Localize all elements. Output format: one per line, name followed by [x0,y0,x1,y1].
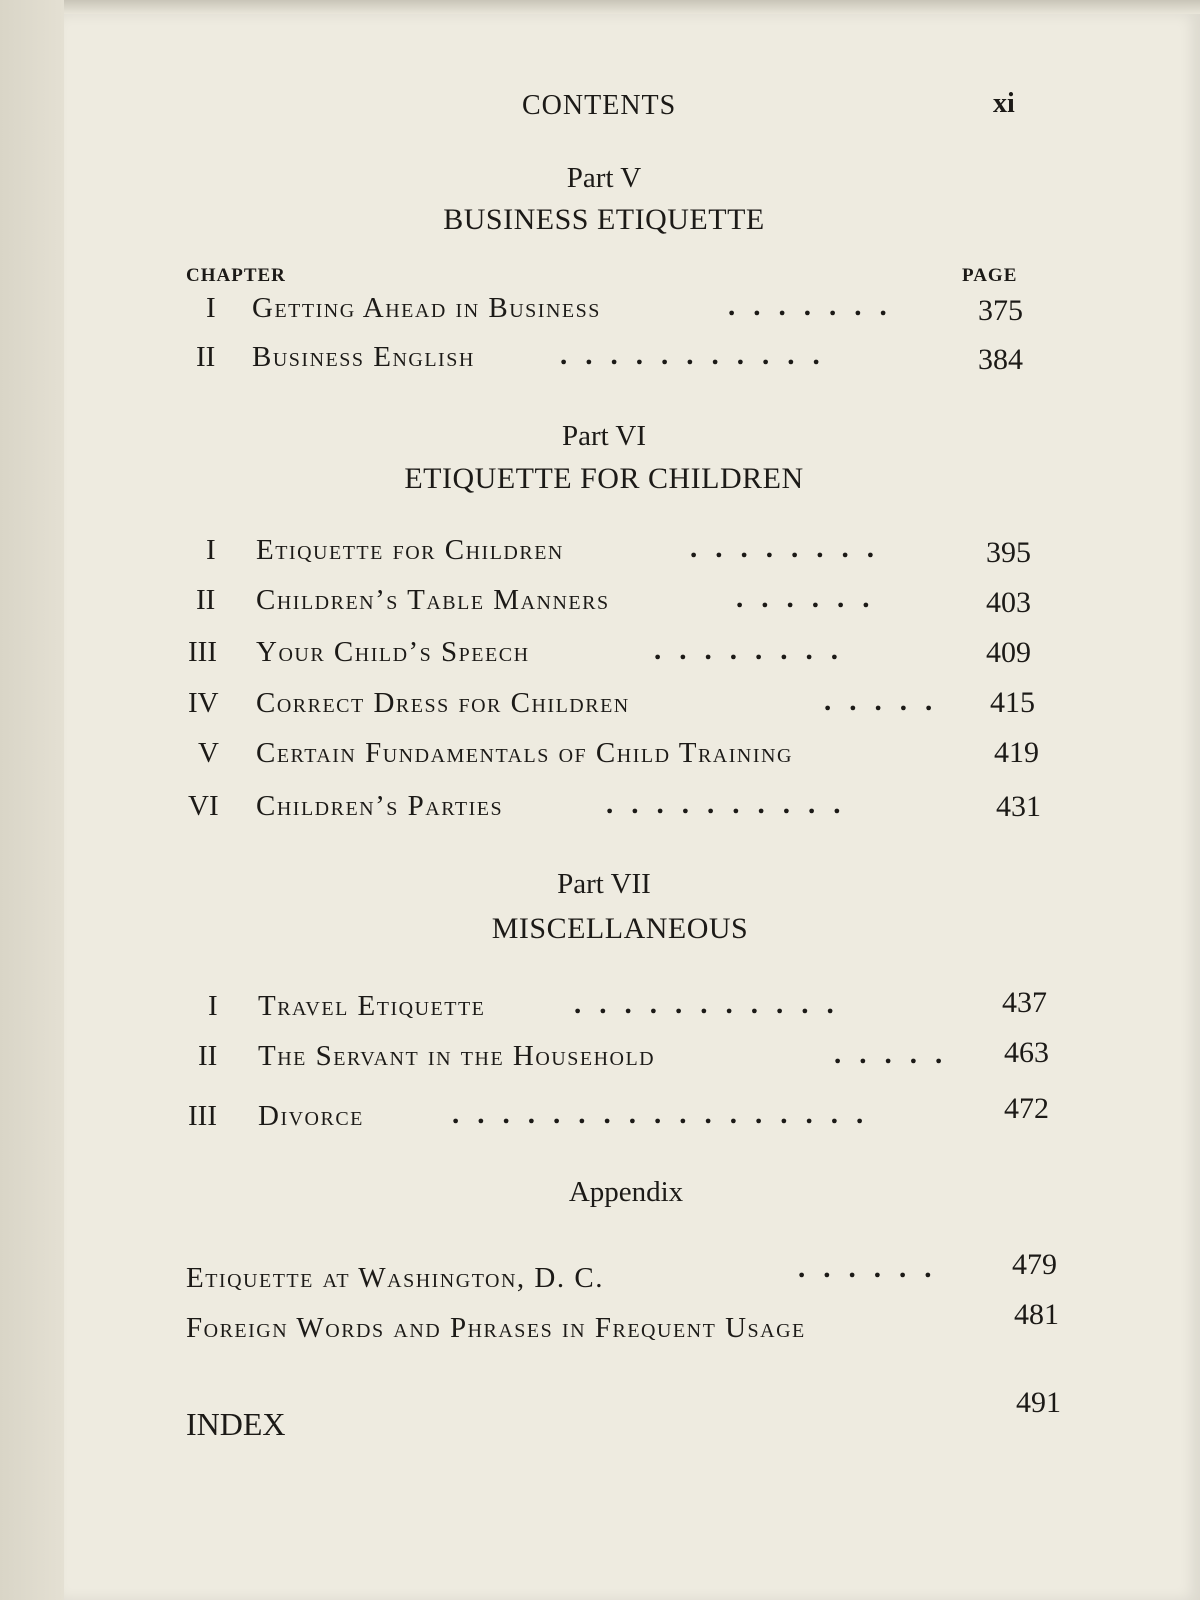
chapter-numeral: II [198,1040,218,1072]
chapter-numeral: I [206,292,216,324]
chapter-numeral: II [196,341,216,373]
chapter-numeral: I [206,534,216,566]
chapter-title: Business English [252,341,475,373]
part-v-label: Part V [566,162,642,194]
page-column-header: PAGE [962,265,1018,286]
chapter-page: 431 [996,790,1041,823]
page-number: xi [993,88,1015,119]
chapter-title: Children’s Table Manners [256,584,610,616]
chapter-title: Divorce [258,1100,364,1132]
chapter-title: Your Child’s Speech [256,636,530,668]
appendix-title: Etiquette at Washington, D. C. [186,1262,604,1294]
dot-leaders: ................. [452,1098,882,1130]
appendix-label: Appendix [568,1176,684,1208]
chapter-numeral: VI [188,790,219,822]
chapter-title: Children’s Parties [256,790,504,822]
part-v-title: BUSINESS ETIQUETTE [443,203,765,236]
chapter-title: Getting Ahead in Business [252,292,601,324]
chapter-page: 463 [1004,1036,1049,1069]
chapter-numeral: V [198,737,219,769]
chapter-page: 419 [994,736,1039,769]
part-vi-label: Part VI [561,420,647,452]
dot-leaders: ..... [824,685,951,717]
chapter-page: 409 [986,636,1031,669]
part-vi-title: ETIQUETTE FOR CHILDREN [404,462,804,495]
appendix-title: Foreign Words and Phrases in Frequent Usage [186,1312,806,1344]
index-page: 491 [1016,1386,1061,1419]
dot-leaders: .......... [606,788,859,820]
appendix-page: 481 [1014,1298,1059,1331]
appendix-page: 479 [1012,1248,1057,1281]
part-vii-title: MISCELLANEOUS [491,912,749,945]
chapter-numeral: III [188,636,217,668]
chapter-page: 472 [1004,1092,1049,1125]
running-head: CONTENTS [522,90,677,121]
chapter-title: Etiquette for Children [256,534,564,566]
dot-leaders: ....... [728,290,905,322]
dot-leaders: ...... [798,1252,950,1284]
dot-leaders: ........... [574,988,852,1020]
dot-leaders: ..... [834,1038,961,1070]
page-top-edge [64,0,1200,14]
dot-leaders: ........ [654,634,856,666]
book-gutter [0,0,64,1600]
chapter-page: 403 [986,586,1031,619]
part-vii-label: Part VII [557,868,651,900]
chapter-page: 375 [978,294,1023,327]
chapter-column-header: CHAPTER [186,265,286,286]
chapter-title: Travel Etiquette [258,990,486,1022]
dot-leaders: ........ [690,532,892,564]
dot-leaders: ........... [560,339,838,371]
chapter-page: 437 [1002,986,1047,1019]
chapter-title: The Servant in the Household [258,1040,656,1072]
chapter-numeral: I [208,990,218,1022]
chapter-title: Certain Fundamentals of Child Training [256,737,793,769]
dot-leaders: ...... [736,582,888,614]
chapter-numeral: IV [188,687,219,719]
chapter-page: 395 [986,536,1031,569]
chapter-page: 415 [990,686,1035,719]
chapter-numeral: III [188,1100,217,1132]
chapter-numeral: II [196,584,216,616]
chapter-title: Correct Dress for Children [256,687,630,719]
index-title: INDEX [186,1406,286,1442]
chapter-page: 384 [978,343,1023,376]
